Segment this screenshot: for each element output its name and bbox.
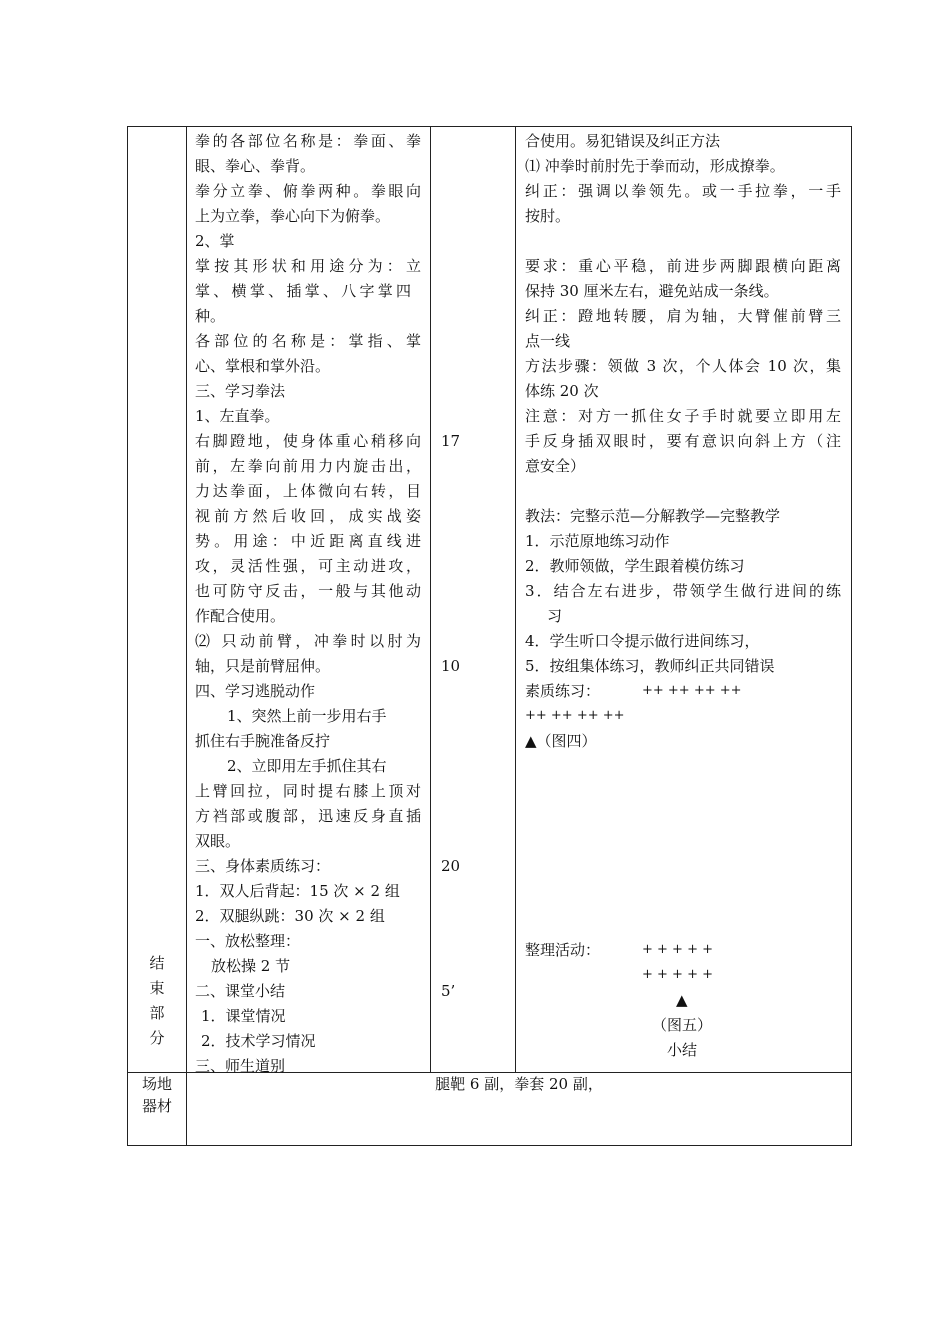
content-line: 力达拳面，上体微向右转，目 bbox=[195, 482, 421, 500]
content-line: 方裆部或腹部，迅速反身直插 bbox=[195, 807, 421, 825]
content-line: 2．双腿纵跳：30 次 × 2 组 bbox=[195, 907, 385, 925]
content-line: 2、立即用左手抓住其右 bbox=[227, 757, 387, 775]
content-line: 右脚蹬地，使身体重心稍移向 bbox=[195, 432, 421, 450]
formation-row: ++ ++ ++ ++ bbox=[642, 683, 742, 698]
method-line: 意安全） bbox=[525, 457, 586, 475]
equipment-text: 腿靶 6 副，拳套 20 副， bbox=[435, 1075, 603, 1093]
method-line: 体练 20 次 bbox=[525, 382, 599, 400]
content-line: 种。 bbox=[195, 307, 226, 325]
method-line: 教法：完整示范—分解教学—完整教学 bbox=[525, 507, 781, 525]
method-line: 5．按组集体练习，教师纠正共同错误 bbox=[525, 657, 775, 675]
content-line: 1．课堂情况 bbox=[201, 1007, 286, 1025]
formation-row: + + + + + bbox=[642, 967, 713, 982]
section-column bbox=[128, 127, 187, 1073]
method-line: 方法步骤：领做 3 次，个人体会 10 次，集 bbox=[525, 357, 841, 375]
section-label-char: 分 bbox=[149, 1029, 165, 1047]
method-line: 保持 30 厘米左右，避免站成一条线。 bbox=[525, 282, 779, 300]
main-row bbox=[128, 127, 852, 1073]
section-label-char: 部 bbox=[149, 1004, 165, 1022]
content-line: 也可防守反击，一般与其他动 bbox=[195, 582, 421, 600]
content-line: 上臂回拉，同时提右膝上顶对 bbox=[195, 782, 421, 800]
content-line: 一、放松整理： bbox=[195, 932, 301, 950]
content-line: 势。用途：中近距离直线进 bbox=[195, 532, 421, 550]
time-value: 10 bbox=[441, 657, 461, 675]
content-line: 三、学习拳法 bbox=[195, 382, 286, 400]
content-line: 视前方然后收回，成实战姿 bbox=[195, 507, 421, 525]
methods-column bbox=[516, 127, 852, 1073]
method-line: 纠正：蹬地转腰，肩为轴，大臂催前臂三 bbox=[525, 307, 841, 325]
method-line: 点一线 bbox=[525, 332, 571, 350]
content-line: 拳的各部位名称是：拳面、拳 bbox=[195, 132, 421, 150]
content-line: 1．双人后背起：15 次 × 2 组 bbox=[195, 882, 400, 900]
content-line: 拳分立拳、俯拳两种。拳眼向 bbox=[195, 182, 421, 200]
content-line: 攻，灵活性强，可主动进攻， bbox=[195, 557, 421, 575]
content-line: 双眼。 bbox=[195, 832, 241, 850]
time-value: 5’ bbox=[441, 982, 456, 1000]
content-line: 三、师生道别 bbox=[195, 1057, 286, 1075]
section-label-char: 结 bbox=[149, 954, 165, 972]
method-line: 2．教师领做，学生跟着模仿练习 bbox=[525, 557, 745, 575]
time-column bbox=[431, 127, 516, 1073]
method-line: 纠正：强调以拳领先。或一手拉拳，一手 bbox=[525, 182, 841, 200]
lesson-plan-table bbox=[127, 126, 852, 1146]
content-line: 前，左拳向前用力内旋击出， bbox=[195, 457, 421, 475]
section-label-char: 束 bbox=[149, 979, 165, 997]
method-line: 1．示范原地练习动作 bbox=[525, 532, 670, 550]
method-line: 4．学生听口令提示做行进间练习， bbox=[525, 632, 760, 650]
method-line: 合使用。易犯错误及纠正方法 bbox=[525, 132, 721, 150]
equipment-label-line: 场地 bbox=[141, 1075, 172, 1093]
content-line: 掌、横掌、插掌、八字掌四 bbox=[195, 282, 411, 300]
method-line: 3．结合左右进步，带领学生做行进间的练 bbox=[525, 582, 841, 600]
method-line: 习 bbox=[547, 607, 563, 625]
content-line: 四、学习逃脱动作 bbox=[195, 682, 316, 700]
method-line: 手反身插双眼时，要有意识向斜上方（注 bbox=[525, 432, 841, 450]
content-line: 2、掌 bbox=[195, 232, 235, 250]
time-value: 20 bbox=[441, 857, 461, 875]
equipment-row bbox=[128, 1073, 852, 1146]
content-line: 作配合使用。 bbox=[195, 607, 286, 625]
figure-caption: ▲（图四） bbox=[525, 732, 597, 750]
content-line: 二、课堂小结 bbox=[195, 982, 286, 1000]
content-line: 轴，只是前臂屈伸。 bbox=[195, 657, 331, 675]
formation-row: + + + + + bbox=[642, 942, 713, 957]
summary-label: 小结 bbox=[667, 1041, 698, 1059]
content-line: 1、左直拳。 bbox=[195, 407, 280, 425]
content-line: 1、突然上前一步用右手 bbox=[227, 707, 387, 725]
content-line: 2．技术学习情况 bbox=[201, 1032, 316, 1050]
content-line: 掌按其形状和用途分为：立 bbox=[195, 257, 421, 275]
content-line: 眼、拳心、拳背。 bbox=[195, 157, 316, 175]
equipment-label-cell bbox=[128, 1073, 187, 1146]
method-line: 按肘。 bbox=[525, 207, 571, 225]
content-line: ⑵ 只动前臂，冲拳时以肘为 bbox=[195, 632, 421, 650]
content-line: 各部位的名称是：掌指、掌 bbox=[195, 332, 421, 350]
time-value: 17 bbox=[441, 432, 461, 450]
content-line: 放松操 2 节 bbox=[211, 957, 291, 975]
content-line: 心、掌根和掌外沿。 bbox=[195, 357, 331, 375]
content-line: 抓住右手腕准备反拧 bbox=[195, 732, 331, 750]
method-line: ⑴ 冲拳时前肘先于拳而动，形成撩拳。 bbox=[525, 157, 785, 175]
formation-row: ++ ++ ++ ++ bbox=[525, 708, 625, 723]
method-line: 注意：对方一抓住女子手时就要立即用左 bbox=[525, 407, 841, 425]
content-line: 三、身体素质练习： bbox=[195, 857, 331, 875]
figure-caption: （图五） bbox=[652, 1016, 713, 1034]
method-line: 素质练习： bbox=[525, 682, 601, 700]
teacher-marker: ▲ bbox=[676, 991, 688, 1009]
method-line: 整理活动： bbox=[525, 941, 601, 959]
equipment-cell bbox=[187, 1073, 852, 1146]
method-line: 要求：重心平稳，前进步两脚跟横向距离 bbox=[525, 257, 841, 275]
equipment-label-line: 器材 bbox=[141, 1097, 172, 1115]
content-line: 上为立拳，拳心向下为俯拳。 bbox=[195, 207, 391, 225]
content-column bbox=[187, 127, 431, 1073]
